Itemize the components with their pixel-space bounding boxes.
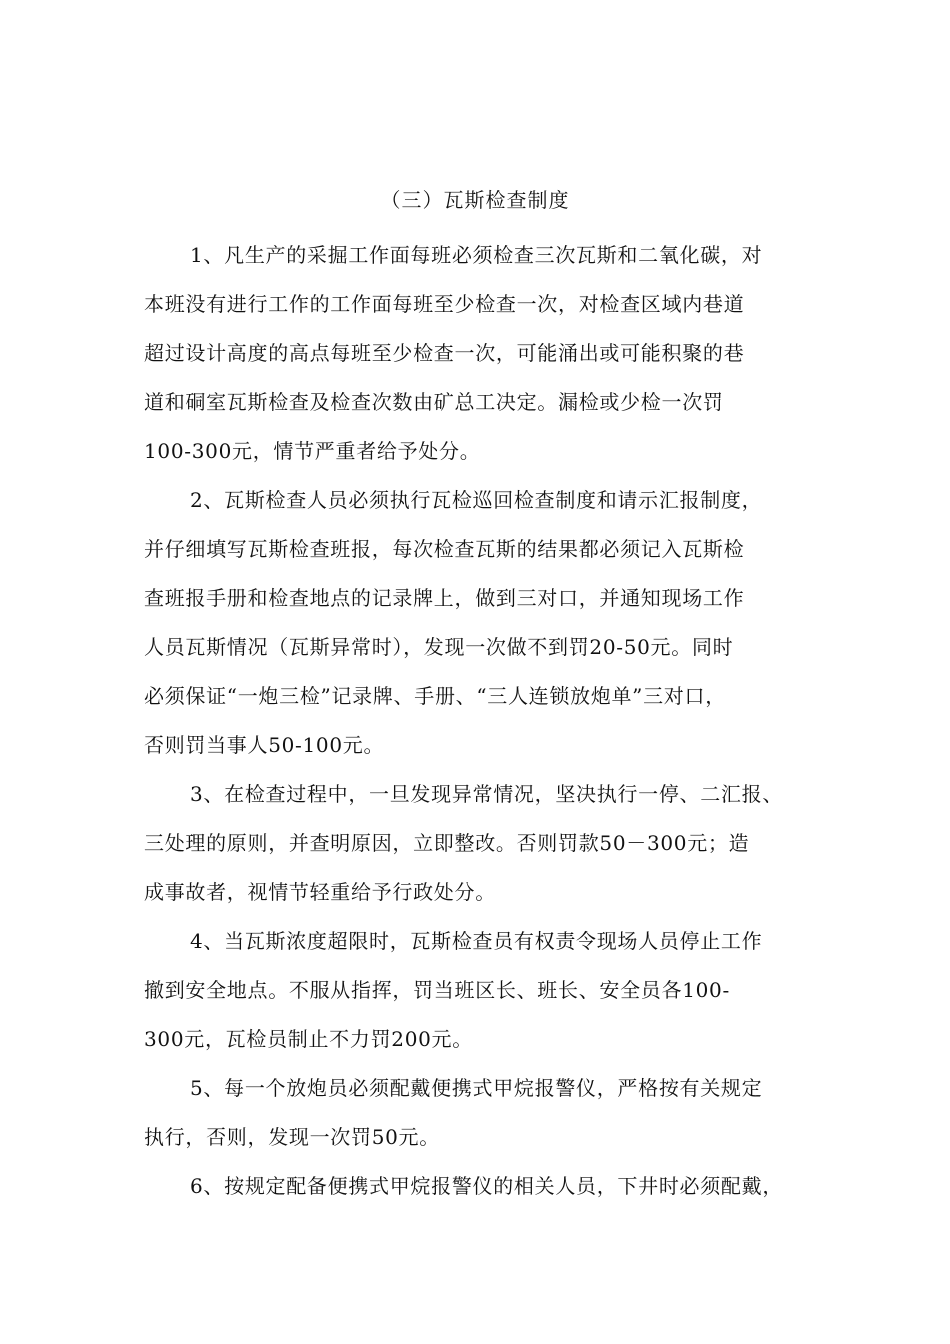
paragraph-line: 人员瓦斯情况（瓦斯异常时），发现一次做不到罚20-50元。同时	[144, 635, 734, 659]
document-body	[144, 231, 808, 1211]
paragraph-1	[144, 231, 808, 476]
paragraph-line: 1、凡生产的采掘工作面每班必须检查三次瓦斯和二氧化碳，对	[190, 243, 763, 267]
paragraph-2	[144, 476, 808, 770]
paragraph-line: 4、当瓦斯浓度超限时，瓦斯检查员有权责令现场人员停止工作	[190, 929, 763, 953]
paragraph-line: 查班报手册和检查地点的记录牌上，做到三对口，并通知现场工作	[144, 586, 745, 610]
paragraph-line: 3、在检查过程中，一旦发现异常情况，坚决执行一停、二汇报、	[190, 782, 784, 806]
paragraph-line: 本班没有进行工作的工作面每班至少检查一次，对检查区域内巷道	[144, 292, 745, 316]
paragraph-line: 100-300元，情节严重者给予处分。	[144, 439, 481, 463]
paragraph-line: 超过设计高度的高点每班至少检查一次，可能涌出或可能积聚的巷	[144, 341, 745, 365]
paragraph-line: 道和硐室瓦斯检查及检查次数由矿总工决定。漏检或少检一次罚	[144, 390, 724, 414]
document-title: （三）瓦斯检查制度	[380, 188, 570, 212]
paragraph-6	[144, 1162, 808, 1211]
paragraph-line: 300元，瓦检员制止不力罚200元。	[144, 1027, 473, 1051]
paragraph-line: 并仔细填写瓦斯检查班报，每次检查瓦斯的结果都必须记入瓦斯检	[144, 537, 745, 561]
paragraph-4	[144, 917, 808, 1064]
paragraph-line: 必须保证“一炮三检”记录牌、手册、“三人连锁放炮单”三对口，	[144, 684, 726, 708]
paragraph-line: 否则罚当事人50-100元。	[144, 733, 385, 757]
paragraph-line: 撤到安全地点。不服从指挥，罚当班区长、班长、安全员各100-	[144, 978, 730, 1002]
paragraph-3	[144, 770, 808, 917]
paragraph-line: 2、瓦斯检查人员必须执行瓦检巡回检查制度和请示汇报制度，	[190, 488, 763, 512]
paragraph-line: 5、每一个放炮员必须配戴便携式甲烷报警仪，严格按有关规定	[190, 1076, 763, 1100]
paragraph-5	[144, 1064, 808, 1162]
paragraph-line: 三处理的原则，并查明原因，立即整改。否则罚款50－300元；造	[144, 831, 750, 855]
paragraph-line: 执行，否则，发现一次罚50元。	[144, 1125, 440, 1149]
paragraph-line: 成事故者，视情节轻重给予行政处分。	[144, 880, 496, 904]
paragraph-line: 6、按规定配备便携式甲烷报警仪的相关人员，下井时必须配戴，	[190, 1174, 784, 1198]
